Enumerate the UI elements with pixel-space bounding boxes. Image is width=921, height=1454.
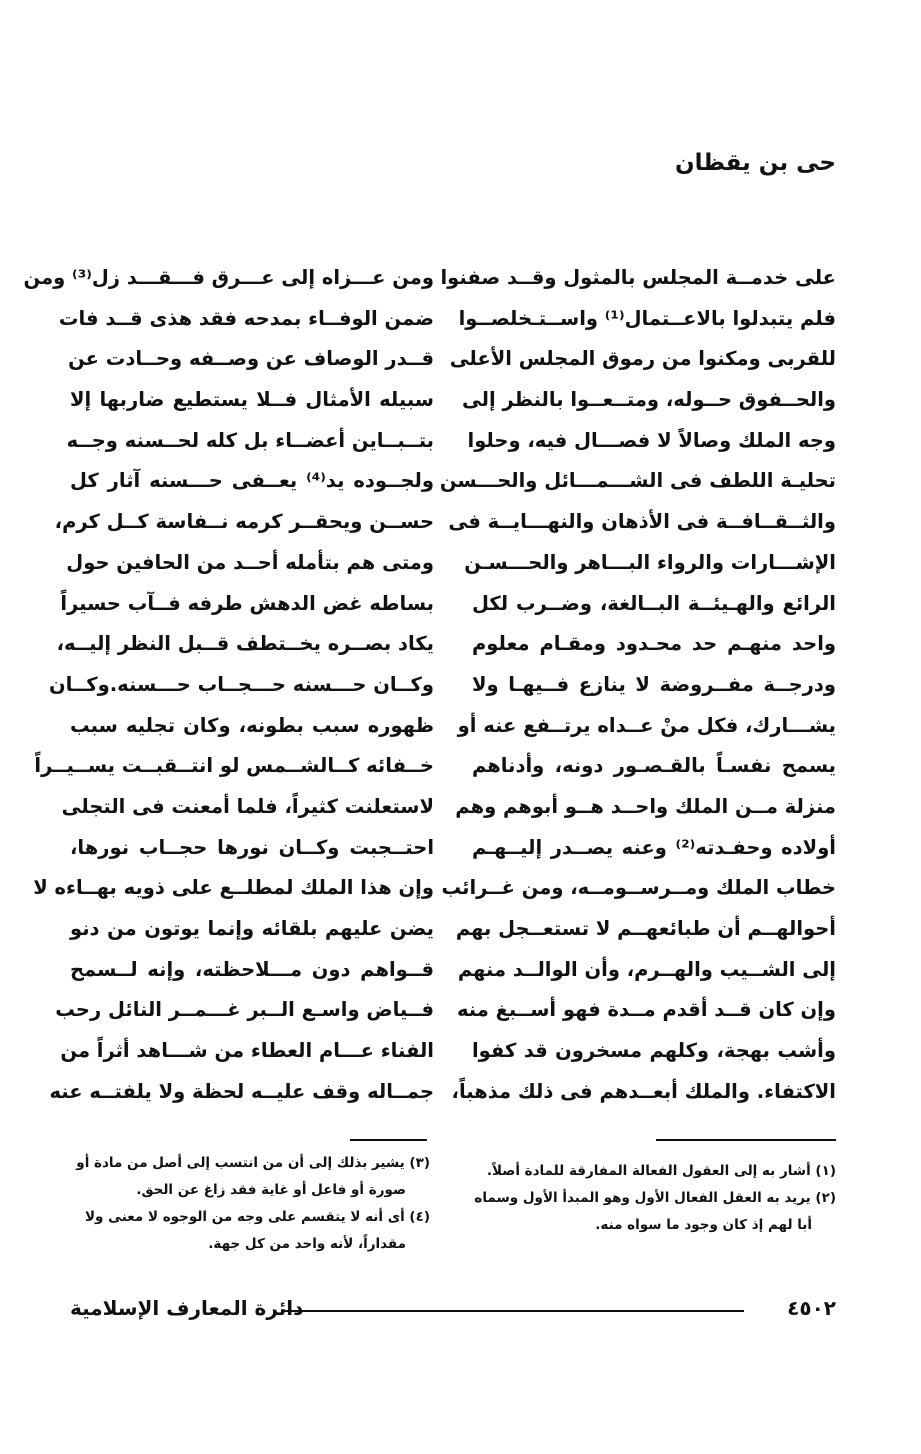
text-line: يضن عليهم بلقائه وإنما يوتون من دنو [70,917,434,940]
footer-divider [284,1310,744,1312]
text-line: وجه الملك وصالاً لا فصـــال فيه، وحلوا [467,428,836,452]
text-line: سبيله الأمثال فــلا يستطيع ضاربها إلا [70,388,434,412]
text-line: ضمن الوفــاء بمدحه فقد هذى قــد فات [58,306,434,330]
running-head: حى بن يقظان [674,150,836,176]
text-line: يشـــارك، فكل منْ عــداه يرتــفع عنه أو [457,713,836,737]
text-line: واحد منهـم حد محـدود ومقـام معلوم [472,632,836,656]
text-line: والحــفوق حــوله، ومتــعــوا بالنظر إلى [461,388,836,412]
text-line: خــفائه كــالشــمس لو انتــقبــت يســيــراً [34,754,434,778]
text-line: على خدمــة المجلس بالمثول وقــد صفنوا [440,266,836,289]
text-line: وأشب بهجة، وكلهم مسخرون قد كفوا [472,1039,836,1063]
text-line: خطاب الملك ومــرســومــه، ومن غــرائب [441,876,836,900]
text-line: بساطه غض الدهش طرفه فــآب حسيراً [60,591,434,615]
text-line: ظهوره سبب بطونه، وكان تجليه سبب [70,713,434,737]
footnote-divider [350,1139,427,1141]
text-line: لاستعلنت كثيراً، فلما أمعنت فى التجلى [61,794,434,818]
text-line: والثــقــافــة فى الأذهان والنهـــايــة فى [448,510,836,534]
publication-title: دائرة المعارف الإسلامية [70,1296,304,1320]
text-line: ودرجــة مفــروضة لا ينازع فــيهـا ولا [472,672,836,696]
footnotes-left [70,1150,430,1258]
text-line: الرائع والهـيئــة البــالغة، وضــرب لكل [472,591,836,615]
footnote-continuation: مقداراً، لأنه واحد من كل جهة. [208,1236,406,1252]
right-column [439,258,836,1112]
text-line: جمــاله وقف عليــه لحظة ولا يلفتــه عنه [49,1079,434,1103]
text-line: للقربى ومكنوا من رموق المجلس الأعلى [449,347,836,371]
left-column [23,258,434,1112]
text-line: قــواهم دون مـــلاحظته، وإنه لــسمح [70,957,434,981]
text-line: تحليـة اللطف فى الشـــمـــائل والحـــسن [439,469,836,493]
text-line: أحوالهــم أن طبائعهــم لا تستعــجل بهم [455,917,836,940]
text-line: فــياض واسـع الــبر غـــمــر النائل رحب [55,998,434,1022]
text-line: احتــجبت وكــان نورها حجــاب نورها، [70,835,434,859]
text-line: بتــبــاين أعضــاء بل كله لحــسنه وجــه [66,428,434,452]
footnote: (٢) يريد به العقل الفعال الأول وهو المبدأ الأول وسماه [474,1190,836,1206]
footnote: (٣) يشير بذلك إلى أن من انتسب إلى أصل من مادة أو [76,1155,430,1171]
text-line: قــدر الوصاف عن وصــفه وحــادت عن [68,347,434,371]
text-line: ومتى هم بتأمله أحــد من الحافين حول [66,550,434,574]
page-footer [70,1296,836,1326]
text-line: يكاد بصــره يخــتطف قــبل النظر إليــه، [56,632,434,656]
text-line: وإن هذا الملك لمطلــع على ذويه بهــاءه لا [33,876,434,900]
text-line: وإن كان قــد أقدم مــدة فهو أســبغ منه [456,998,836,1022]
text-line: الاكتفاء. والملك أبعــدهم فى ذلك مذهباً، [451,1079,836,1103]
text-line: حســن ويحقــر كرمه نــفاسة كــل كرم، [54,510,434,534]
page-number: ٤٥٠٢ [787,1296,836,1320]
text-line: الإشـــارات والرواء البـــاهر والحـــسـن [464,550,836,574]
footnote-continuation: أبا لهم إذ كان وجود ما سواه منه. [595,1217,812,1233]
text-line: ولجــوده يد⁽⁴⁾ يعــفى حـــسنه آثار كل [70,469,434,493]
text-line: أولاده وحفـدته⁽²⁾ وعنه يصــدر إليــهـم [472,835,836,859]
text-line: إلى الشــيب والهــرم، وأن الوالــد منهم [457,957,836,981]
text-line: ومن عـــزاه إلى عـــرق فـــقـــد زل⁽³⁾ ومن [23,266,434,289]
text-line: منزلة مــن الملك واحــد هــو أبوهم وهم [455,794,836,818]
footnote-continuation: صورة أو فاعل أو غاية فقد زاغ عن الحق. [136,1182,406,1198]
text-line: فلم يتبدلوا بالاعــتمال⁽¹⁾ واســتـخلصــوا [458,306,836,330]
footnotes-right [476,1158,836,1239]
text-line: يسمح نفسـاً بالقـصـور دونه، وأدناهم [472,754,836,778]
footnote: (١) أشار به إلى العقول الفعالة المفارقة للمادة أصلاً. [486,1163,836,1179]
text-line: وكــان حـــسنه حـــجــاب حـــسنه.وكــان [49,672,434,696]
text-line: الفناء عـــام العطاء من شـــاهد أثراً من [60,1039,434,1063]
footnote: (٤) أى أنه لا يتقسم على وجه من الوجوه لا معنى ولا [84,1209,430,1225]
footnote-divider [656,1139,836,1141]
